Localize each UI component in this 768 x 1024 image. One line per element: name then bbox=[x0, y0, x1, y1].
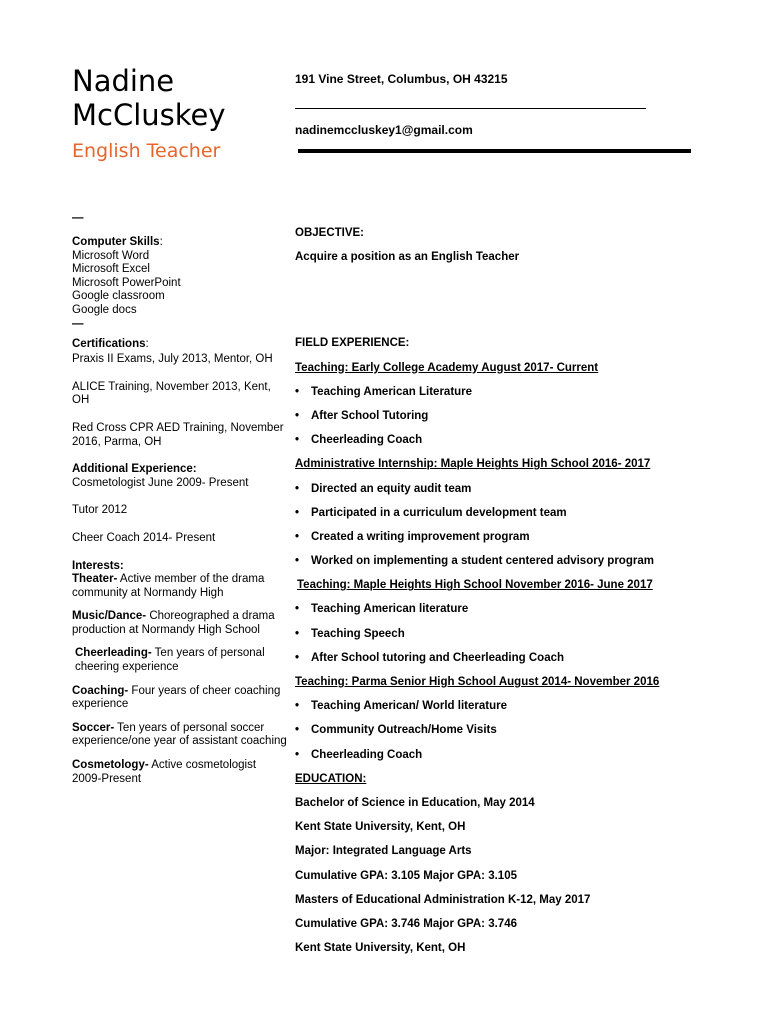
skill-item: Google classroom bbox=[72, 290, 165, 303]
job-bullet: • Teaching American/ World literature bbox=[295, 700, 507, 713]
interest-item: Coaching- Four years of cheer coaching experience bbox=[72, 684, 281, 711]
interest-item: Cosmetology- Active cosmetologist 2009-Present bbox=[72, 759, 257, 785]
first-name: Nadine bbox=[72, 64, 175, 98]
certifications-heading: Certifications: bbox=[72, 337, 149, 350]
header-rule bbox=[298, 149, 691, 153]
skill-item: Microsoft PowerPoint bbox=[72, 276, 181, 289]
job-bullet: • Created a writing improvement program bbox=[295, 530, 530, 543]
job-bullet: • After School tutoring and Cheerleading Coach bbox=[295, 651, 565, 664]
education-heading: EDUCATION: bbox=[295, 772, 367, 785]
education-line: Bachelor of Science in Education, May 2014 bbox=[295, 796, 535, 809]
experience-item: Cheer Coach 2014- Present bbox=[72, 531, 216, 544]
computer-skills-heading: Computer Skills: bbox=[72, 236, 163, 248]
interests-heading: Interests: bbox=[72, 559, 124, 572]
job-bullet: • Teaching American literature bbox=[295, 603, 469, 616]
field-experience-heading: FIELD EXPERIENCE: bbox=[295, 337, 410, 350]
additional-experience-heading: Additional Experience: bbox=[72, 463, 197, 476]
education-line: Major: Integrated Language Arts bbox=[295, 845, 472, 858]
section-divider: — bbox=[72, 212, 84, 224]
interest-item: Theater- Active member of the drama community at Normandy High bbox=[72, 573, 265, 599]
objective-heading: OBJECTIVE: bbox=[295, 227, 365, 239]
skill-item: Google docs bbox=[72, 303, 137, 316]
job-bullet: • Participated in a curriculum development team bbox=[295, 506, 567, 519]
job-bullet: • After School Tutoring bbox=[295, 409, 429, 422]
left-column bbox=[72, 212, 287, 786]
education-line: Masters of Educational Administration K-12, May 2017 bbox=[295, 893, 591, 906]
education-line: Cumulative GPA: 3.746 Major GPA: 3.746 bbox=[295, 917, 517, 930]
education-line: Cumulative GPA: 3.105 Major GPA: 3.105 bbox=[295, 869, 517, 882]
skill-item: Microsoft Word bbox=[72, 249, 150, 262]
education-line: Kent State University, Kent, OH bbox=[295, 942, 466, 955]
interest-item: Cheerleading- Ten years of personal cheering experience bbox=[75, 647, 265, 674]
job-title-line: Administrative Internship: Maple Heights High School 2016- 2017 bbox=[295, 458, 651, 471]
skill-item: Microsoft Excel bbox=[72, 263, 150, 276]
address-divider bbox=[295, 108, 646, 109]
education-line: Kent State University, Kent, OH bbox=[295, 821, 466, 834]
job-title-line: Teaching: Parma Senior High School August 2014- November 2016 bbox=[295, 676, 660, 688]
section-divider: — bbox=[72, 317, 84, 330]
job-bullet: • Directed an equity audit team bbox=[295, 482, 472, 495]
job-title: English Teacher bbox=[72, 140, 221, 162]
job-bullet: • Cheerleading Coach bbox=[295, 748, 423, 761]
job-title-line: Teaching: Early College Academy August 2017- Current bbox=[295, 361, 599, 374]
job-bullet: • Cheerleading Coach bbox=[295, 434, 423, 447]
experience-item: Tutor 2012 bbox=[72, 504, 128, 517]
interest-item: Music/Dance- Choreographed a drama production at Normandy High School bbox=[72, 610, 275, 636]
certification-item: Praxis II Exams, July 2013, Mentor, OH bbox=[72, 353, 273, 366]
objective-text: Acquire a position as an English Teacher bbox=[295, 251, 520, 264]
job-bullet: • Teaching American Literature bbox=[295, 385, 473, 398]
experience-item: Cosmetologist June 2009- Present bbox=[72, 476, 249, 489]
right-column bbox=[295, 226, 695, 965]
job-bullet: • Community Outreach/Home Visits bbox=[295, 724, 497, 737]
job-title-line: Teaching: Maple Heights High School November 2016- June 2017 bbox=[297, 579, 653, 592]
last-name: McCluskey bbox=[72, 98, 226, 132]
email: nadinemccluskey1@gmail.com bbox=[295, 123, 473, 137]
job-bullet: • Teaching Speech bbox=[295, 627, 405, 640]
certification-item: ALICE Training, November 2013, Kent, OH bbox=[72, 380, 271, 407]
interest-item: Soccer- Ten years of personal soccer experience/one year of assistant coaching bbox=[72, 721, 287, 748]
job-bullet: • Worked on implementing a student centered advisory program bbox=[295, 555, 654, 568]
address: 191 Vine Street, Columbus, OH 43215 bbox=[295, 72, 508, 86]
candidate-name bbox=[72, 64, 282, 132]
certification-item: Red Cross CPR AED Training, November 2016, Parma, OH bbox=[72, 421, 284, 448]
